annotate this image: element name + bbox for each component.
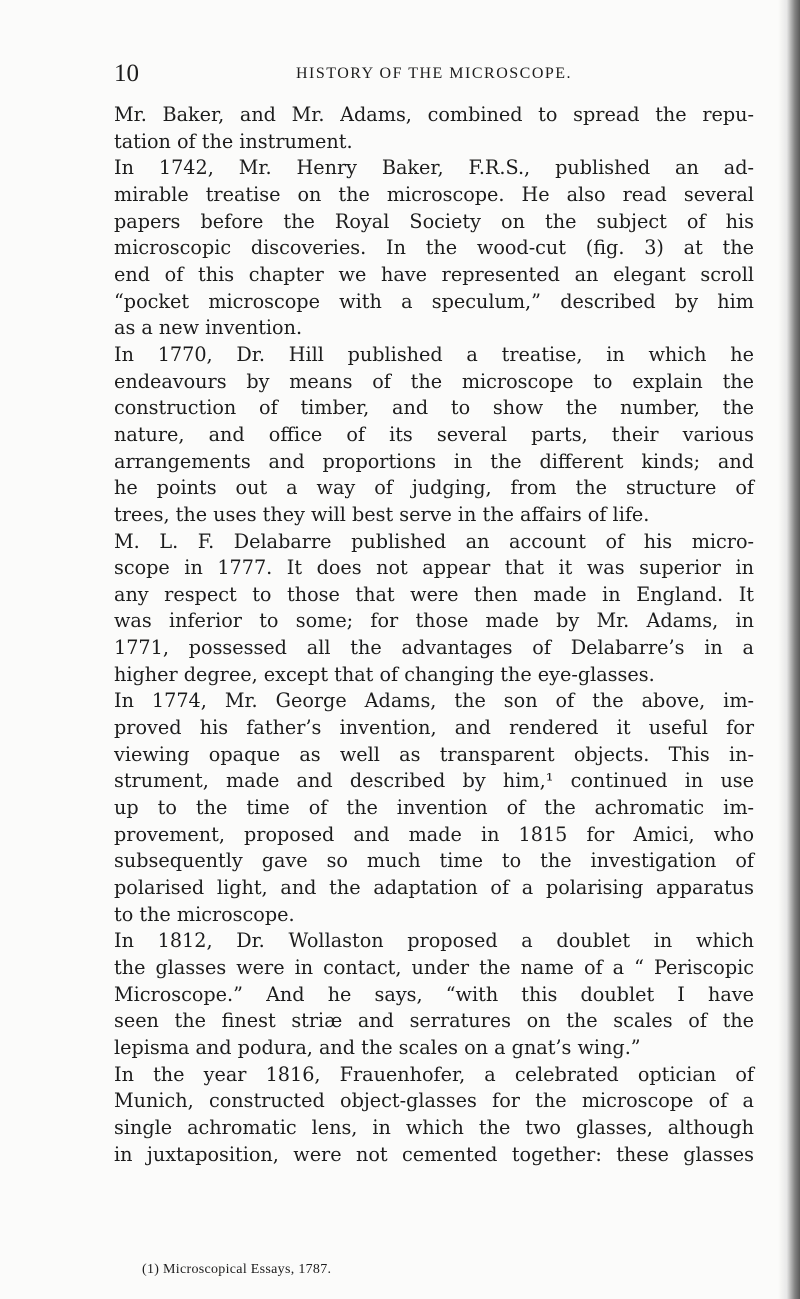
text-line: In the year 1816, Frauenhofer, a celebrated optician of: [114, 1062, 754, 1086]
text-line: scope in 1777. It does not appear that it was superior in: [114, 556, 754, 580]
text-line: Mr. Baker, and Mr. Adams, combined to spread the repu-: [114, 103, 754, 126]
text-line: endeavours by means of the microscope to explain the: [114, 369, 754, 393]
page-number: 10: [114, 60, 139, 87]
body-text: [114, 102, 754, 1168]
text-line: to the microscope.: [114, 902, 295, 926]
text-line: polarised light, and the adaptation of a polarising apparatus: [114, 876, 754, 900]
text-line: was inferior to some; for those made by Mr. Adams, in: [114, 609, 754, 633]
text-line: papers before the Royal Society on the subject of his: [114, 209, 754, 233]
text-line: Munich, constructed object-glasses for the microscope of a: [114, 1089, 754, 1113]
text-line: higher degree, except that of changing the eye-glasses.: [114, 662, 655, 686]
footnote: (1) Microscopical Essays, 1787.: [142, 1262, 332, 1277]
text-line: tation of the instrument.: [114, 129, 353, 153]
text-line: provement, proposed and made in 1815 for Amici, who: [114, 822, 754, 846]
text-line: as a new invention.: [114, 316, 303, 340]
text-line: strument, made and described by him,¹ continued in use: [114, 769, 754, 793]
text-line: end of this chapter we have represented an elegant scroll: [114, 262, 754, 286]
text-line: In 1774, Mr. George Adams, the son of the above, im-: [114, 689, 754, 713]
text-line: “pocket microscope with a speculum,” described by him: [114, 289, 754, 313]
text-line: seen the finest striæ and serratures on the scales of the: [114, 1009, 754, 1033]
text-line: Microscope.” And he says, “with this doublet I have: [114, 982, 754, 1006]
text-line: lepisma and podura, and the scales on a gnat’s wing.”: [114, 1035, 641, 1059]
running-title: HISTORY OF THE MICROSCOPE.: [295, 65, 573, 82]
page-edge-shadow: [778, 0, 800, 1299]
text-line: In 1742, Mr. Henry Baker, F.R.S., published an ad-: [114, 156, 754, 180]
text-line: 1771, possessed all the advantages of Delabarre’s in a: [114, 636, 754, 660]
text-line: the glasses were in contact, under the name of a “ Periscopic: [114, 956, 754, 979]
text-line: nature, and office of its several parts, their various: [114, 422, 754, 446]
text-line: In 1812, Dr. Wollaston proposed a doublet in which: [114, 929, 754, 953]
text-line: viewing opaque as well as transparent objects. This in-: [114, 742, 754, 766]
text-line: in juxtaposition, were not cemented together: these glasses: [114, 1142, 754, 1166]
text-line: mirable treatise on the microscope. He also read several: [114, 182, 754, 206]
text-line: up to the time of the invention of the achromatic im-: [114, 796, 754, 820]
text-line: any respect to those that were then made in England. It: [114, 582, 754, 606]
text-line: construction of timber, and to show the number, the: [114, 396, 754, 420]
text-line: microscopic discoveries. In the wood-cut (fig. 3) at the: [114, 236, 754, 260]
text-line: single achromatic lens, in which the two glasses, although: [114, 1115, 754, 1139]
text-line: M. L. F. Delabarre published an account of his micro-: [114, 529, 754, 553]
text-line: trees, the uses they will best serve in the affairs of life.: [114, 502, 650, 526]
text-line: proved his father’s invention, and rendered it useful for: [114, 716, 754, 740]
text-line: In 1770, Dr. Hill published a treatise, in which he: [114, 342, 754, 366]
page-header: [114, 62, 754, 86]
text-line: arrangements and proportions in the different kinds; and: [114, 449, 754, 473]
text-line: he points out a way of judging, from the structure of: [114, 476, 754, 500]
text-line: subsequently gave so much time to the investigation of: [114, 849, 754, 873]
